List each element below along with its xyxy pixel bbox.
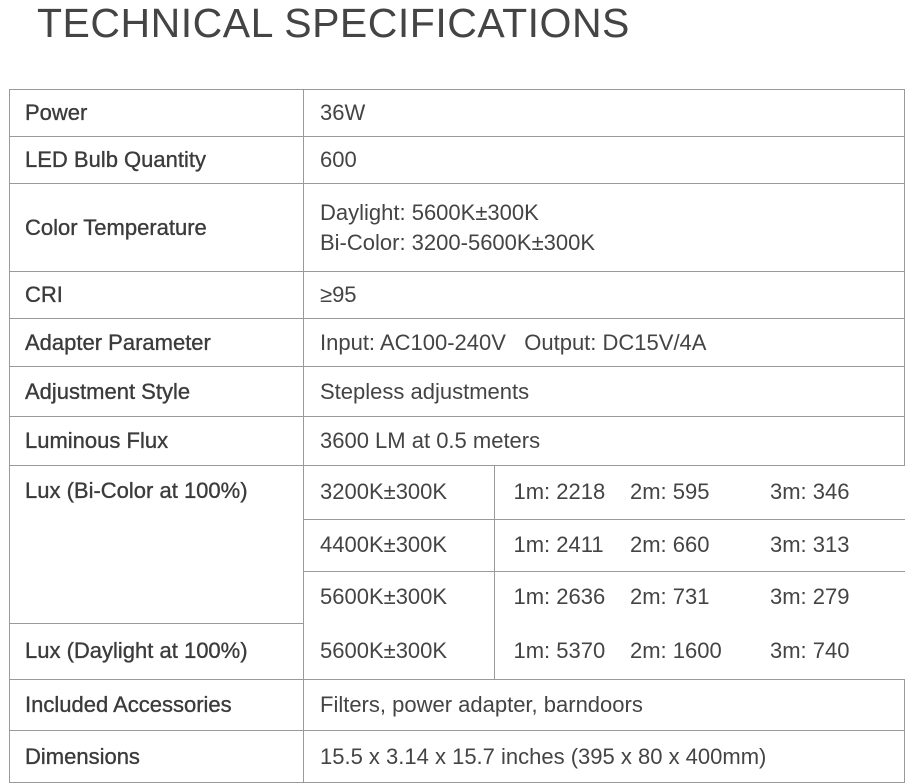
lux-1m: 1m: 2411 xyxy=(494,519,630,571)
table-row xyxy=(10,466,905,624)
table-row xyxy=(10,417,905,466)
spec-label: Adapter Parameter xyxy=(10,319,304,367)
spec-value: ≥95 xyxy=(304,272,905,319)
page-title: TECHNICAL SPECIFICATIONS xyxy=(37,0,630,46)
table-row xyxy=(10,137,905,184)
spec-value-line: Daylight: 5600K±300K xyxy=(320,199,539,225)
spec-value: 3600 LM at 0.5 meters xyxy=(304,417,905,466)
table-row xyxy=(10,623,905,680)
table-row xyxy=(10,319,905,367)
table-row xyxy=(10,367,905,417)
spec-value-line: Bi-Color: 3200-5600K±300K xyxy=(320,229,596,255)
spec-label: LED Bulb Quantity xyxy=(10,137,304,184)
spec-table xyxy=(9,89,905,783)
spec-value: Stepless adjustments xyxy=(304,367,905,417)
lux-temp: 4400K±300K xyxy=(304,519,494,571)
spec-label: Luminous Flux xyxy=(10,417,304,466)
spec-value: 15.5 x 3.14 x 15.7 inches (395 x 80 x 400mm) xyxy=(304,731,905,783)
lux-2m: 2m: 595 xyxy=(630,466,770,519)
table-row xyxy=(10,680,905,731)
lux-2m: 2m: 660 xyxy=(630,519,770,571)
spec-value: 600 xyxy=(304,137,905,184)
spec-label: Lux (Bi-Color at 100%) xyxy=(10,466,304,624)
table-row xyxy=(10,184,905,272)
lux-2m: 2m: 1600 xyxy=(630,638,722,663)
spec-value: Input: AC100-240V Output: DC15V/4A xyxy=(304,319,905,367)
spec-value xyxy=(304,184,905,272)
lux-3m: 3m: 279 xyxy=(770,584,850,610)
spec-value: Filters, power adapter, barndoors xyxy=(304,680,905,731)
spec-label: Included Accessories xyxy=(10,680,304,731)
spec-label: Color Temperature xyxy=(10,184,304,272)
lux-3m: 3m: 313 xyxy=(770,519,905,571)
spec-value: 36W xyxy=(304,90,905,137)
lux-bicolor-table xyxy=(304,466,905,623)
lux-3m: 3m: 346 xyxy=(770,466,905,519)
lux-temp: 5600K±300K xyxy=(304,623,494,679)
lux-subtable-cell xyxy=(304,623,905,680)
lux-row xyxy=(304,466,905,519)
table-row xyxy=(10,90,905,137)
lux-daylight-table xyxy=(304,623,905,679)
lux-subtable-cell xyxy=(304,466,905,624)
lux-1m: 1m: 2636 xyxy=(513,584,606,610)
lux-row xyxy=(304,623,905,679)
lux-row xyxy=(304,519,905,571)
spec-label: Power xyxy=(10,90,304,137)
lux-temp: 3200K±300K xyxy=(304,466,494,519)
spec-label: Dimensions xyxy=(10,731,304,783)
lux-row xyxy=(304,571,905,623)
lux-1m: 1m: 5370 xyxy=(513,638,606,663)
spec-label: Adjustment Style xyxy=(10,367,304,417)
spec-label: CRI xyxy=(10,272,304,319)
lux-temp: 5600K±300K xyxy=(304,571,494,623)
lux-2m: 2m: 731 xyxy=(630,584,710,610)
spec-label: Lux (Daylight at 100%) xyxy=(10,623,304,680)
lux-3m: 3m: 740 xyxy=(770,638,850,663)
table-row xyxy=(10,731,905,783)
table-row xyxy=(10,272,905,319)
lux-1m: 1m: 2218 xyxy=(494,466,630,519)
